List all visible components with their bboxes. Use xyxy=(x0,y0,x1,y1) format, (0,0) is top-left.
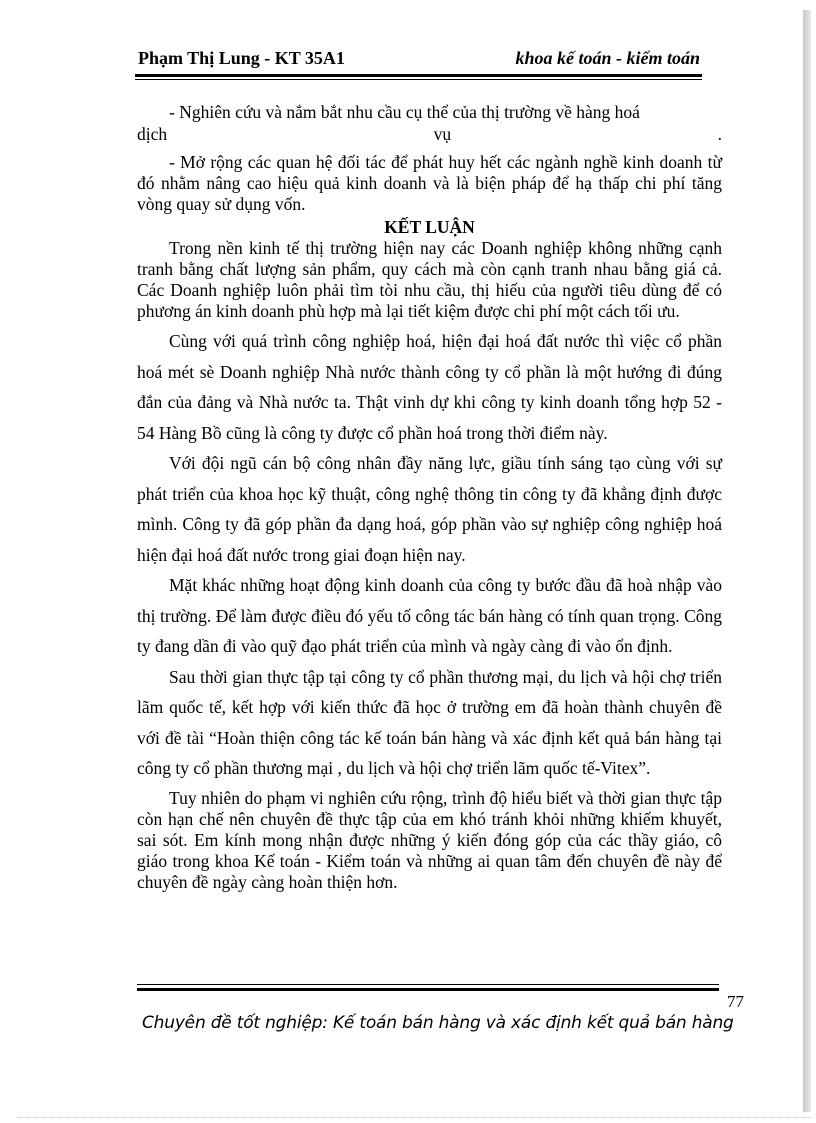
header-rule-thin xyxy=(135,79,702,80)
header-author: Phạm Thị Lung - KT 35A1 xyxy=(138,48,345,68)
paragraph-competition: Trong nền kinh tế thị trường hiện nay các Doanh nghiệp không những cạnh tranh bằng chất lượng sản phẩm, quy cách mà còn cạnh tranh nhau bằng giá cả. Các Doanh nghiệp luôn phải tìm tòi nhu cầu, thị hiếu của người tiêu dùng để có phương án kinh doanh phù hợp mà lại tiết kiệm được chi phí một cách tối ưu. xyxy=(137,238,722,321)
header-department: khoa kế toán - kiểm toán xyxy=(515,48,700,68)
bullet-research: - Nghiên cứu và nắm bắt nhu cầu cụ thể của thị trường về hàng hoá xyxy=(169,102,640,122)
paragraph-internship: Sau thời gian thực tập tại công ty cổ phần thương mại, du lịch và hội chợ triển lãm quốc tế, kết hợp với kiến thức đã học ở trường em đã hoàn thành chuyên đề với đề tài “Hoàn thiện công tác kế toán bán hàng và xác định kết quả bán hàng tại công ty cổ phần thương mại , du lịch và hội chợ triển lãm quốc tế-Vitex”. xyxy=(137,666,722,778)
page-content xyxy=(137,100,722,893)
page-shadow-bottom xyxy=(16,1117,811,1121)
paragraph-staff: Với đội ngũ cán bộ công nhân đầy năng lực, giầu tính sáng tạo cùng với sự phát triển của khoa học kỹ thuật, công nghệ thông tin công ty đã khẳng định được mình. Công ty đã góp phần đa dạng hoá, góp phần vào sự nghiệp công nghiệp hoá hiện đại hoá đất nước trong giai đoạn hiện nay. xyxy=(137,453,722,565)
footer-thesis-title: Chuyên đề tốt nghiệp: Kế toán bán hàng và xác định kết quả bán hàng xyxy=(142,1013,734,1033)
footer-rule-thin xyxy=(137,984,719,985)
header-rule xyxy=(135,74,702,77)
conclusion-title: KẾT LUẬN xyxy=(384,217,475,237)
paragraph-limitations: Tuy nhiên do phạm vi nghiên cứu rộng, trình độ hiểu biết và thời gian thực tập còn hạn chế nên chuyên đề thực tập của em khó tránh khỏi những khiếm khuyết, sai sót. Em kính mong nhận được những ý kiến đóng góp của các thầy giáo, cô giáo trong khoa Kế toán - Kiểm toán và những ai quan tâm đến chuyên đề này để chuyên đề ngày càng hoàn thiện hơn. xyxy=(137,787,722,892)
bullet-research-continuation: dịch vụ . xyxy=(137,124,722,144)
page-number: 77 xyxy=(727,992,744,1011)
paragraph-equitization: Cùng với quá trình công nghiệp hoá, hiện đại hoá đất nước thì việc cổ phần hoá mét sè Doanh nghiệp Nhà nước thành công ty cổ phần là một hướng đi đúng đắn của đảng và Nhà nước ta. Thật vinh dự khi công ty kinh doanh tổng hợp 52 - 54 Hàng Bồ cũng là công ty được cổ phần hoá trong thời điểm này. xyxy=(137,331,722,443)
paragraph-business: Mặt khác những hoạt động kinh doanh của công ty bước đầu đã hoà nhập vào thị trường. Để làm được điều đó yếu tố công tác bán hàng có tính quan trọng. Công ty đang dần đi vào quỹ đạo phát triển của mình và ngày càng đi vào ổn định. xyxy=(137,575,722,656)
footer-rule xyxy=(137,988,719,991)
bullet-partners: - Mở rộng các quan hệ đối tác để phát huy hết các ngành nghề kinh doanh từ đó nhằm nâng cao hiệu quả kinh doanh và là biện pháp để hạ thấp chi phí tăng vòng quay sử dụng vốn. xyxy=(137,152,722,214)
page-header xyxy=(138,46,700,72)
page-shadow-right xyxy=(803,10,811,1112)
